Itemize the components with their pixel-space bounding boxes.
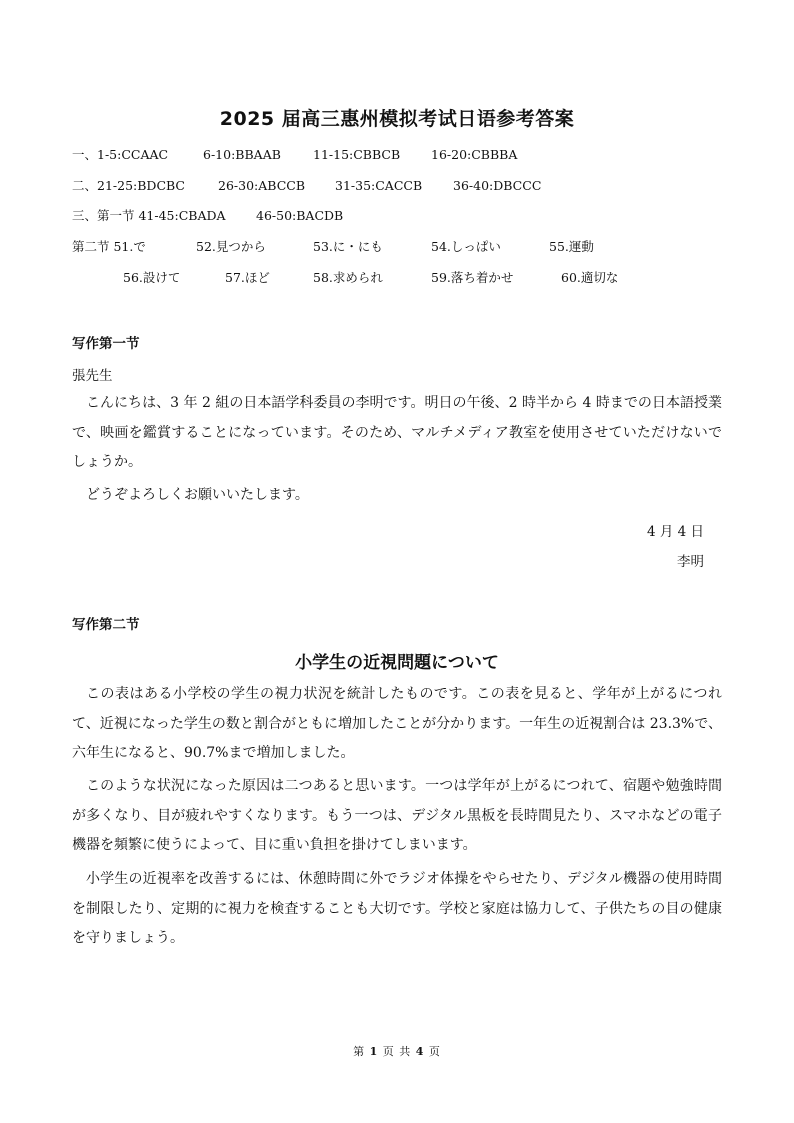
answer-group: 三、第一节 41-45:CBADA — [72, 208, 226, 223]
answer-group: 36-40:DBCCC — [453, 178, 542, 193]
essay-paragraph: この表はある小学校の学生の視力状況を統計したものです。この表を見ると、学年が上がるにつれて、近視になった学生の数と割合がともに増加したことが分かります。一年生の近視割合は 23.3%で、六年生になると、90.7%まで増加しました。 — [72, 686, 722, 761]
answer-group: 57.ほど — [225, 270, 270, 285]
letter-signature: 李明 — [677, 554, 704, 570]
letter-paragraph: こんにちは、3 年 2 組の日本語学科委員の李明です。明日の午後、2 時半から 4 時までの日本語授業で、映画を鑑賞することになっています。そのため、マルチメディア教室を使用させていただけないでしょうか。 — [72, 395, 722, 470]
answer-group: 46-50:BACDB — [256, 208, 344, 223]
answer-group: 11-15:CBBCB — [313, 147, 401, 162]
answer-group: 53.に・にも — [313, 239, 383, 254]
essay-paragraph: このような状況になった原因は二つあると思います。一つは学年が上がるにつれて、宿題や勉強時間が多くなり、目が疲れやすくなります。もう一つは、デジタル黒板を長時間見たり、スマホなどの電子機器を頻繁に使うによって、目に重い負担を掛けてしまいます。 — [72, 778, 722, 853]
footer-middle: 页 共 — [382, 1045, 412, 1058]
footer-prefix: 第 — [353, 1045, 366, 1058]
answer-group: 一、1-5:CCAAC — [72, 147, 169, 162]
writing1-heading: 写作第一节 — [72, 336, 140, 352]
answer-group: 60.適切な — [561, 270, 619, 285]
page-title: 2025 届高三惠州模拟考试日语参考答案 — [219, 108, 575, 130]
answer-group: 31-35:CACCB — [335, 178, 423, 193]
answer-group: 55.運動 — [549, 239, 594, 254]
answer-group: 59.落ち着かせ — [431, 270, 514, 285]
letter-addressee: 張先生 — [72, 368, 113, 384]
answer-group: 16-20:CBBBA — [431, 147, 518, 162]
letter-paragraph: どうぞよろしくお願いいたします。 — [86, 487, 309, 503]
essay-paragraph: 小学生の近視率を改善するには、休憩時間に外でラジオ体操をやらせたり、デジタル機器の使用時間を制限したり、定期的に視力を検査することも大切です。学校と家庭は協力して、子供たちの目の健康を守りましょう。 — [72, 871, 722, 946]
footer-page-number: 1 — [369, 1045, 379, 1058]
answer-group: 54.しっぱい — [431, 239, 501, 254]
footer-total-pages: 4 — [415, 1045, 425, 1058]
answer-group: 58.求められ — [313, 270, 383, 285]
essay-title: 小学生の近視問題について — [295, 653, 499, 673]
writing2-heading: 写作第二节 — [72, 617, 140, 633]
answer-group: 第二节 51.で — [72, 239, 146, 254]
answer-group: 6-10:BBAAB — [203, 147, 281, 162]
footer-suffix: 页 — [428, 1045, 441, 1058]
answer-group: 56.設けて — [123, 270, 181, 285]
answer-group: 二、21-25:BDCBC — [72, 178, 186, 193]
answer-group: 26-30:ABCCB — [218, 178, 306, 193]
page-footer — [0, 1043, 794, 1059]
letter-date: 4 月 4 日 — [646, 524, 704, 540]
answer-group: 52.見つから — [196, 239, 266, 254]
